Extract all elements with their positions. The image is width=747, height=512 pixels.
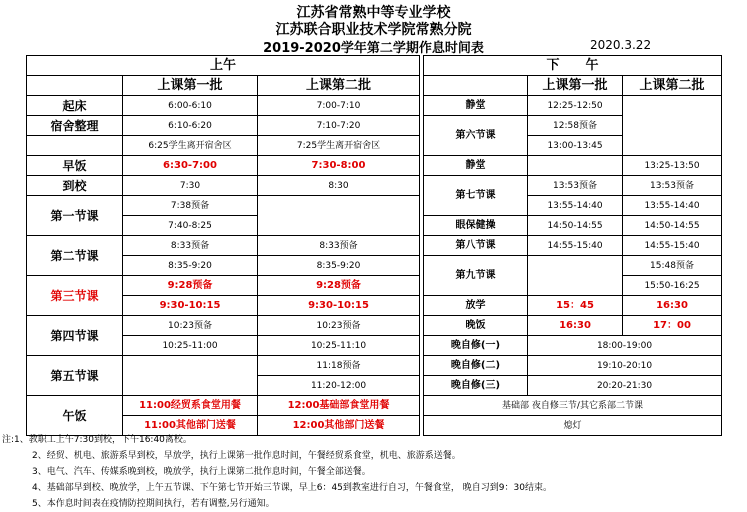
cell: 14:50-14:55 <box>528 216 623 236</box>
cell: 8:35-9:20 <box>258 256 420 276</box>
morning-batch1-header: 上课第一批 <box>123 76 258 96</box>
cell: 6:10-6:20 <box>123 116 258 136</box>
afternoon-table <box>423 55 722 436</box>
cell: 13:53预备 <box>623 176 722 196</box>
row-label-lunch: 午饭 <box>27 396 123 436</box>
morning-batch2-header: 上课第二批 <box>258 76 420 96</box>
row-label-wake: 起床 <box>27 96 123 116</box>
lights-out-row: 熄灯 <box>424 416 722 436</box>
cell: 10:23预备 <box>258 316 420 336</box>
cell: 20:20-21:30 <box>528 376 722 396</box>
cell: 8:35-9:20 <box>123 256 258 276</box>
notes <box>2 432 744 512</box>
row-label-lesson7: 第七节课 <box>424 176 528 216</box>
cell: 8:33预备 <box>258 236 420 256</box>
cell: 12:25-12:50 <box>528 96 623 116</box>
cell: 13:25-13:50 <box>623 156 722 176</box>
row-label-evening2: 晚自修(二) <box>424 356 528 376</box>
afternoon-header: 下 午 <box>424 56 722 76</box>
cell: 19:10-20:10 <box>528 356 722 376</box>
cell: 7:30-8:00 <box>258 156 420 176</box>
row-label-evening3: 晚自修(三) <box>424 376 528 396</box>
schedule-date: 2020.3.22 <box>590 38 652 52</box>
row-label-dismiss: 放学 <box>424 296 528 316</box>
row-label-empty <box>27 136 123 156</box>
cell: 11:18预备 <box>258 356 420 376</box>
cell: 6:25学生离开宿舍区 <box>123 136 258 156</box>
cell: 10:25-11:10 <box>258 336 420 356</box>
cell: 15:48预备 <box>623 256 722 276</box>
cell: 16:30 <box>528 316 623 336</box>
row-label-lesson1: 第一节课 <box>27 196 123 236</box>
cell: 14:55-15:40 <box>528 236 623 256</box>
cell: 12:00基础部食堂用餐 <box>258 396 420 416</box>
row-label-evening1: 晚自修(一) <box>424 336 528 356</box>
cell: 8:30 <box>258 176 420 196</box>
school-title: 江苏省常熟中等专业学校 <box>296 5 451 21</box>
row-label-quiet2: 静堂 <box>424 156 528 176</box>
cell: 11:00其他部门送餐 <box>123 416 258 436</box>
cell: 14:50-14:55 <box>623 216 722 236</box>
cell: 13:00-13:45 <box>528 136 623 156</box>
cell: 13:55-14:40 <box>528 196 623 216</box>
cell: 10:25-11:00 <box>123 336 258 356</box>
afternoon-batch1-header: 上课第一批 <box>528 76 623 96</box>
note-2: 2、经贸、机电、旅游系早到校，早放学，执行上课第一批作息时间，午餐经贸系食堂，机电、旅游系送餐。 <box>32 451 461 461</box>
row-label-quiet1: 静堂 <box>424 96 528 116</box>
cell: 16:30 <box>623 296 722 316</box>
cell: 7:40-8:25 <box>123 216 258 236</box>
cell <box>623 96 722 156</box>
cell: 7:00-7:10 <box>258 96 420 116</box>
cell: 7:25学生离开宿舍区 <box>258 136 420 156</box>
row-label-lesson4: 第四节课 <box>27 316 123 356</box>
morning-table <box>26 55 420 436</box>
cell: 15:50-16:25 <box>623 276 722 296</box>
schedule-title: 2019-2020学年第二学期作息时间表 <box>263 41 484 56</box>
row-label-lesson6: 第六节课 <box>424 116 528 156</box>
cell <box>123 356 258 396</box>
row-label-lesson8: 第八节课 <box>424 236 528 256</box>
cell: 9:28预备 <box>123 276 258 296</box>
corner-cell <box>424 76 528 96</box>
cell: 15：45 <box>528 296 623 316</box>
cell: 9:30-10:15 <box>258 296 420 316</box>
cell: 9:28预备 <box>258 276 420 296</box>
row-label-eye-exercise: 眼保健操 <box>424 216 528 236</box>
cell: 8:33预备 <box>123 236 258 256</box>
cell: 7:38预备 <box>123 196 258 216</box>
row-label-dorm: 宿舍整理 <box>27 116 123 136</box>
row-label-dinner: 晚饭 <box>424 316 528 336</box>
note-3: 3、电气、汽车、传媒系晚到校，晚放学，执行上课第二批作息时间，午餐全部送餐。 <box>32 467 371 477</box>
note-1: 注:1、教职工上午7:30到校，下午16:40离校。 <box>2 435 192 445</box>
cell: 10:23预备 <box>123 316 258 336</box>
branch-title: 江苏联合职业技术学院常熟分院 <box>275 22 472 38</box>
cell: 13:53预备 <box>528 176 623 196</box>
cell: 6:30-7:00 <box>123 156 258 176</box>
note-5: 5、本作息时间表在疫情防控期间执行，若有调整,另行通知。 <box>32 499 275 509</box>
evening-note-row: 基础部 夜自修三节/其它系部二节课 <box>424 396 722 416</box>
row-label-lesson3: 第三节课 <box>27 276 123 316</box>
cell <box>258 196 420 236</box>
cell: 7:30 <box>123 176 258 196</box>
cell: 7:10-7:20 <box>258 116 420 136</box>
cell: 9:30-10:15 <box>123 296 258 316</box>
cell: 17：00 <box>623 316 722 336</box>
afternoon-batch2-header: 上课第二批 <box>623 76 722 96</box>
cell: 11:00经贸系食堂用餐 <box>123 396 258 416</box>
cell <box>528 256 623 296</box>
cell: 12:00其他部门送餐 <box>258 416 420 436</box>
cell: 18:00-19:00 <box>528 336 722 356</box>
note-4: 4、基础部早到校、晚放学，上午五节课、下午第七节开始三节课，早上6：45到教室进行自习，午餐食堂， 晚自习到9：30结束。 <box>32 483 552 493</box>
row-label-arrive: 到校 <box>27 176 123 196</box>
corner-cell <box>27 76 123 96</box>
row-label-lesson2: 第二节课 <box>27 236 123 276</box>
cell: 12:58预备 <box>528 116 623 136</box>
morning-header: 上午 <box>27 56 420 76</box>
cell <box>528 156 623 176</box>
cell: 13:55-14:40 <box>623 196 722 216</box>
row-label-breakfast: 早饭 <box>27 156 123 176</box>
cell: 14:55-15:40 <box>623 236 722 256</box>
cell: 11:20-12:00 <box>258 376 420 396</box>
row-label-lesson9: 第九节课 <box>424 256 528 296</box>
cell: 6:00-6:10 <box>123 96 258 116</box>
row-label-lesson5: 第五节课 <box>27 356 123 396</box>
